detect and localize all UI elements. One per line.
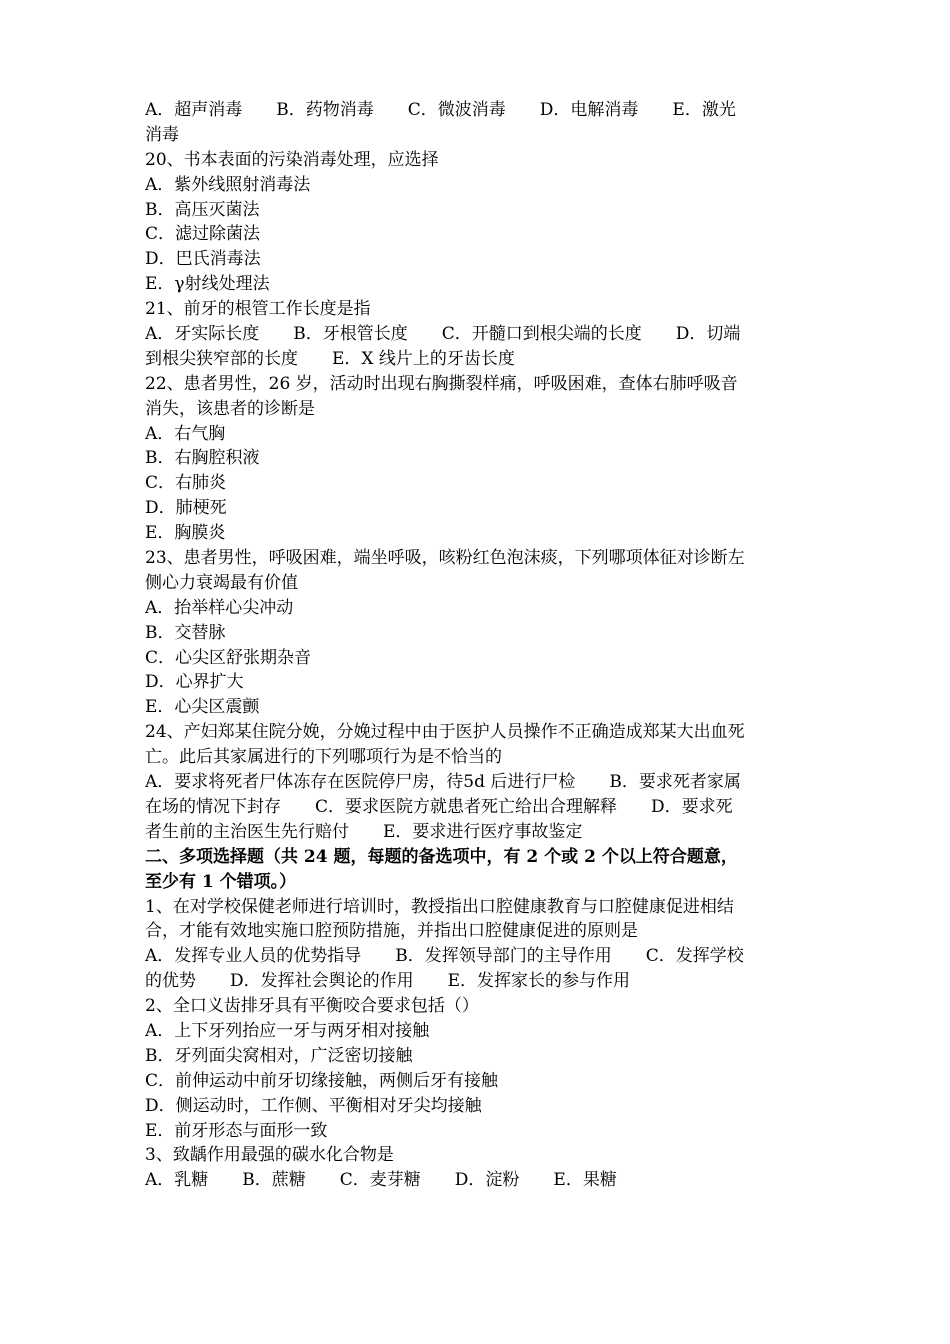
option-23-c: C．心尖区舒张期杂音 [145,647,312,668]
question-23: 23、患者男性，呼吸困难，端坐呼吸，咳粉红色泡沫痰，下列哪项体征对诊断左 [145,548,745,569]
question-21: 21、前牙的根管工作长度是指 [145,299,371,320]
options-24: A．要求将死者尸体冻存在医院停尸房，待5d 后进行尸检 B．要求死者家属 [145,772,741,793]
question-22: 22、患者男性，26 岁，活动时出现右胸撕裂样痛，呼吸困难，查体右肺呼吸音 [145,373,738,394]
option-22-a: A．右气胸 [145,423,226,444]
option-22-e: E．胸膜炎 [145,523,226,544]
option-line-q19-cont: 消毒 [145,124,179,145]
question-24-cont: 亡。此后其家属进行的下列哪项行为是不恰当的 [145,747,502,768]
option-20-a: A．紫外线照射消毒法 [145,174,311,195]
option-20-e: E．γ射线处理法 [145,274,270,295]
options-m1-cont: 的优势 D．发挥社会舆论的作用 E．发挥家长的参与作用 [145,971,631,992]
option-23-e: E．心尖区震颤 [145,697,260,718]
option-m2-c: C．前伸运动中前牙切缘接触，两侧后牙有接触 [145,1070,499,1091]
option-23-d: D．心界扩大 [145,672,244,693]
option-m2-e: E．前牙形态与面形一致 [145,1120,328,1141]
option-m2-b: B．牙列面尖窝相对，广泛密切接触 [145,1045,413,1066]
option-20-d: D．巴氏消毒法 [145,249,261,270]
question-22-cont: 消失，该患者的诊断是 [145,398,315,419]
question-23-cont: 侧心力衰竭最有价值 [145,572,298,593]
option-22-d: D．肺梗死 [145,498,227,519]
option-20-c: C．滤过除菌法 [145,224,261,245]
question-24: 24、产妇郑某住院分娩，分娩过程中由于医护人员操作不正确造成郑某大出血死 [145,722,745,743]
option-m2-d: D．侧运动时，工作侧、平衡相对牙尖均接触 [145,1095,482,1116]
option-23-b: B．交替脉 [145,622,226,643]
question-20: 20、书本表面的污染消毒处理，应选择 [145,149,439,170]
option-line-q19: A．超声消毒 B．药物消毒 C．微波消毒 D．电解消毒 E．激光 [145,100,736,120]
section-heading: 二、多项选择题（共 24 题，每题的备选项中，有 2 个或 2 个以上符合题意， [145,846,738,867]
document-body [145,98,817,1193]
option-22-b: B．右胸腔积液 [145,448,260,469]
options-24-cont-1: 在场的情况下封存 C．要求医院方就患者死亡给出合理解释 D．要求死 [145,796,733,817]
option-22-c: C．右肺炎 [145,473,227,494]
option-20-b: B．高压灭菌法 [145,199,260,220]
question-m2: 2、全口义齿排牙具有平衡咬合要求包括（） [145,996,479,1017]
options-m3: A．乳糖 B．蔗糖 C．麦芽糖 D．淀粉 E．果糖 [145,1170,617,1191]
options-24-cont-2: 者生前的主治医生先行赔付 E．要求进行医疗事故鉴定 [145,821,583,842]
options-21: A．牙实际长度 B．牙根管长度 C．开髓口到根尖端的长度 D．切端 [145,324,741,345]
option-m2-a: A．上下牙列抬应一牙与两牙相对接触 [145,1020,430,1041]
options-m1: A．发挥专业人员的优势指导 B．发挥领导部门的主导作用 C．发挥学校 [145,946,744,967]
question-m1-cont: 合，才能有效地实施口腔预防措施，并指出口腔健康促进的原则是 [145,921,638,942]
option-23-a: A．抬举样心尖冲动 [145,597,294,618]
question-m3: 3、致龋作用最强的碳水化合物是 [145,1145,394,1166]
options-21-cont: 到根尖狭窄部的长度 E．X 线片上的牙齿长度 [145,348,515,369]
section-heading-cont: 至少有 1 个错项。） [145,871,297,892]
question-m1: 1、在对学校保健老师进行培训时，教授指出口腔健康教育与口腔健康促进相结 [145,896,734,917]
